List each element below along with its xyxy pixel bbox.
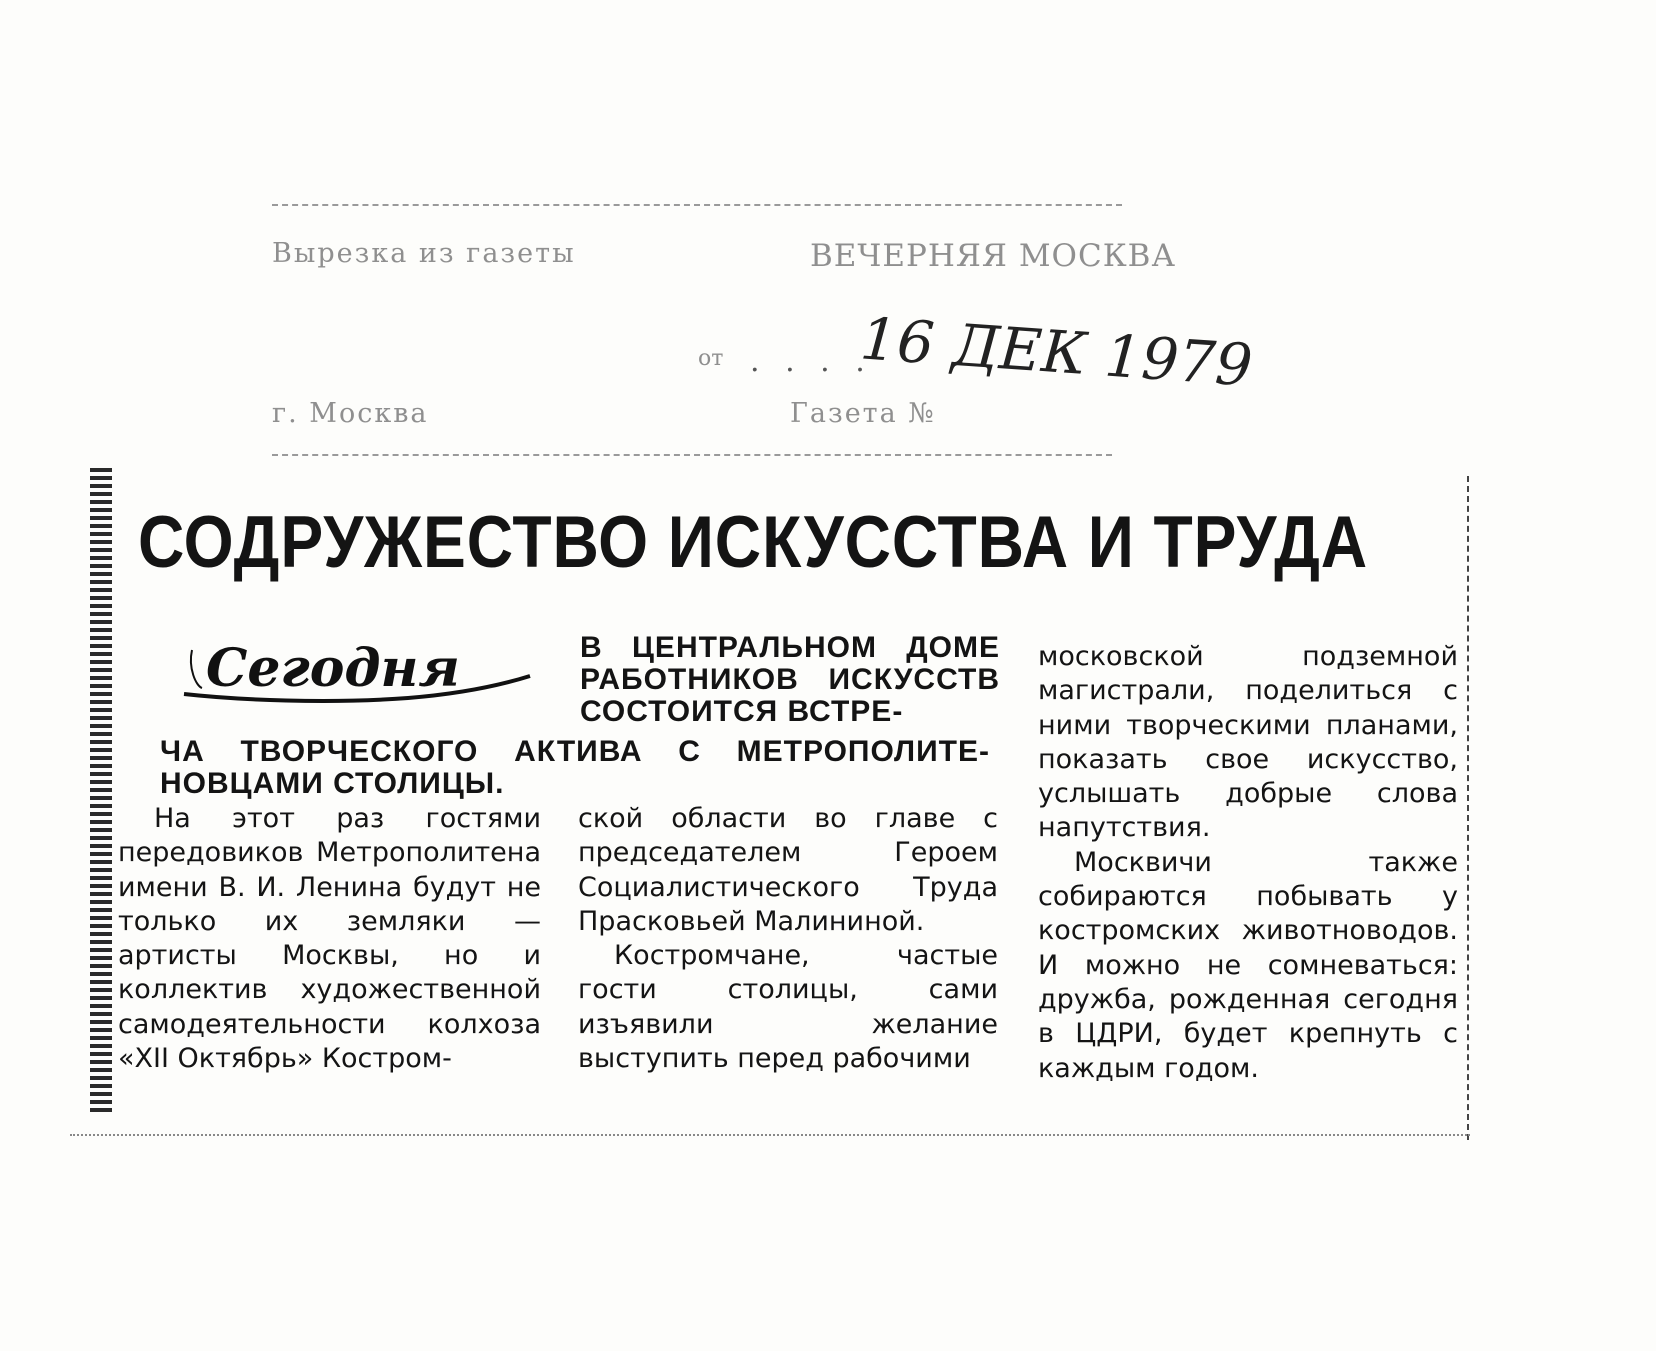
newspaper-name: ВЕЧЕРНЯЯ МОСКВА xyxy=(810,238,1176,274)
column-3-paragraph-2: Москвичи также собираются побывать у костромских животноводов. И можно не сомневаться: дружба, рожденная сегодня в ЦДРИ, будет крепнуть с каждым годом. xyxy=(1038,846,1458,1084)
issue-label: Газета № xyxy=(790,398,936,429)
clipping-left-border xyxy=(90,468,112,1116)
clipping-label: Вырезка из газеты xyxy=(272,238,576,269)
city-label: г. Москва xyxy=(272,398,429,429)
rubric-logo xyxy=(178,628,538,718)
column-2-paragraph-1: ской области во главе с председателем Героем Социалистического Труда Прасковьей Малининой. xyxy=(578,803,998,937)
clipping-right-border xyxy=(1467,476,1469,1140)
rubric-logo-text: Сегодня xyxy=(206,638,460,699)
column-1-paragraph: На этот раз гостями передовиков Метрополитена имени В. И. Ленина будут не только их земляки — артисты Москвы, но и коллектив художественной самодеятельности колхоза «XII Октябрь» Костром- xyxy=(118,803,541,1075)
clipping-bottom-border xyxy=(70,1134,1470,1136)
column-3-paragraph-1: московской подземной магистрали, поделиться с ними творческими планами, показать свое искусство, услышать добрые слова напутствия. xyxy=(1038,641,1458,844)
column-2-paragraph-2: Костромчане, частые гости столицы, сами изъявили желание выступить перед рабочими xyxy=(578,940,998,1075)
date-leader-dots: . . . . xyxy=(750,344,873,379)
article-headline: СОДРУЖЕСТВО ИСКУССТВА И ТРУДА xyxy=(138,502,1369,583)
from-label: от xyxy=(698,346,724,371)
stamp-bottom-rule xyxy=(272,454,1112,456)
column-1 xyxy=(118,802,541,1076)
column-3 xyxy=(1038,640,1458,1086)
date-stamp: 16 ДЕК 1979 xyxy=(858,304,1255,400)
lead-bottom: ЧА ТВОРЧЕСКОГО АКТИВА С МЕТРОПОЛИТЕ-НОВЦАМИ СТОЛИЦЫ. xyxy=(160,735,990,800)
lead-top: В ЦЕНТРАЛЬНОМ ДОМЕ РАБОТНИКОВ ИСКУССТВ СОСТОИТСЯ ВСТРЕ- xyxy=(580,631,1000,728)
column-2 xyxy=(578,802,998,1076)
stamp-top-rule xyxy=(272,204,1122,206)
